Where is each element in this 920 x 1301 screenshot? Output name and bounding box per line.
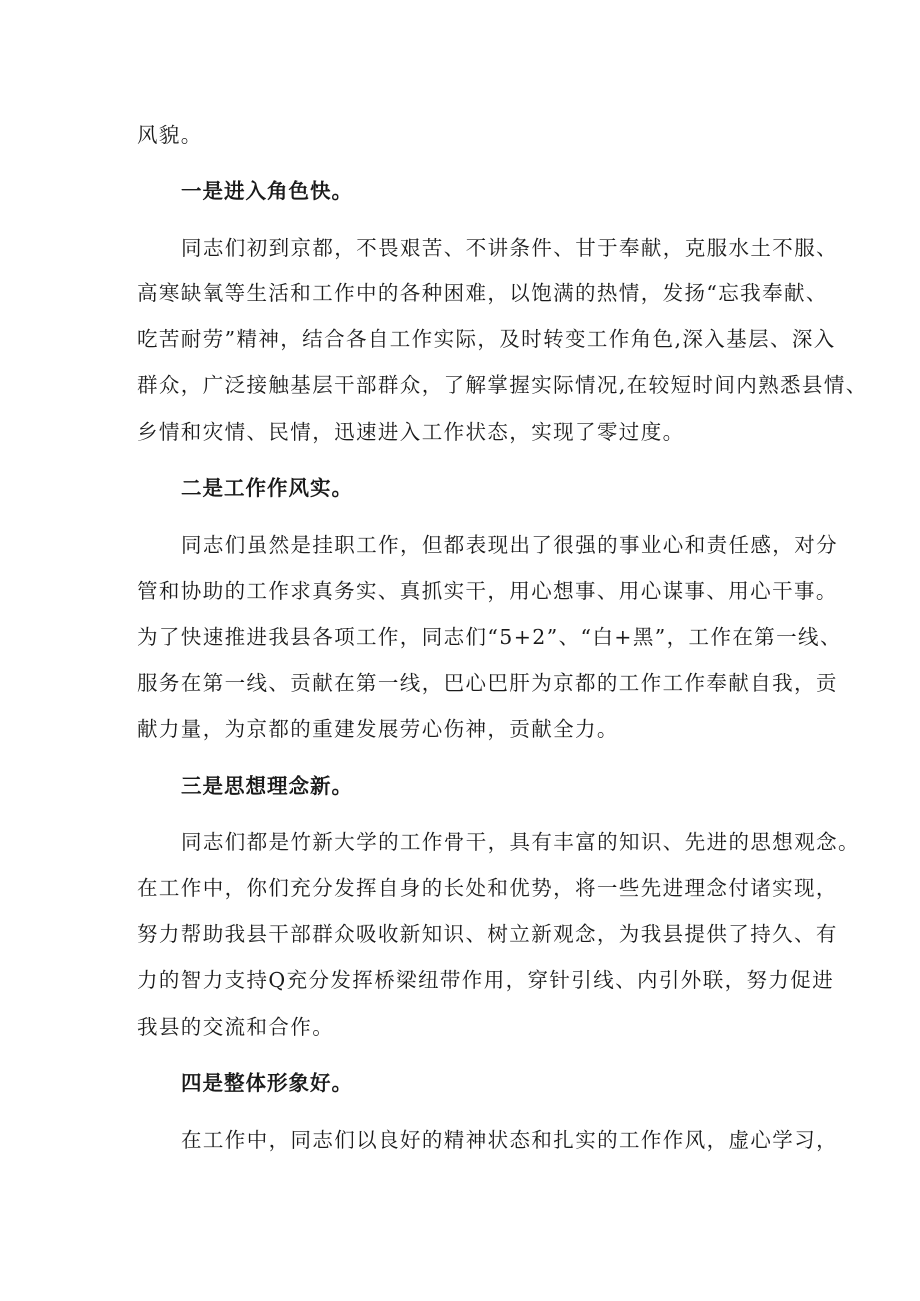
paragraph-line: 努力帮助我县干部群众吸收新知识、树立新观念，为我县提供了持久、有 (137, 922, 838, 946)
paragraph-line: 同志们都是竹新大学的工作骨干，具有丰富的知识、先进的思想观念。 (181, 830, 860, 854)
section-heading-2: 二是工作作风实。 (181, 476, 353, 500)
section-heading-3: 三是思想理念新。 (181, 774, 353, 798)
paragraph-line: 管和协助的工作求真务实、真抓实干，用心想事、用心谋事、用心干事。 (137, 579, 838, 603)
section-heading-1: 一是进入角色快。 (181, 179, 353, 203)
paragraph-line: 高寒缺氧等生活和工作中的各种困难，以饱满的热情，发扬“忘我奉献、 (137, 281, 828, 305)
paragraph-line: 同志们初到京都，不畏艰苦、不讲条件、甘于奉献，克服水土不服、 (181, 236, 838, 260)
paragraph-line: 我县的交流和合作。 (137, 1015, 335, 1039)
paragraph-line: 在工作中，同志们以良好的精神状态和扎实的工作作风，虚心学习， (181, 1128, 838, 1152)
paragraph-line: 献力量，为京都的重建发展劳心伤神，贡献全力。 (137, 717, 619, 741)
paragraph-line: 吃苦耐劳”精神，结合各自工作实际，及时转变工作角色,深入基层、深入 (137, 327, 836, 351)
paragraph-line: 群众，广泛接触基层干部群众，了解掌握实际情况,在较短时间内熟悉县情、 (137, 373, 868, 397)
paragraph-line: 在工作中，你们充分发挥自身的长处和优势，将一些先进理念付诸实现， (137, 876, 838, 900)
paragraph-line: 风貌。 (137, 123, 203, 147)
paragraph-line: 乡情和灾情、民情，迅速进入工作状态，实现了零过度。 (137, 420, 685, 444)
paragraph-line: 服务在第一线、贡献在第一线，巴心巴肝为京都的工作工作奉献自我，贡 (137, 671, 838, 695)
paragraph-line: 力的智力支持Q充分发挥桥梁纽带作用，穿针引线、内引外联，努力促进 (137, 968, 835, 992)
section-heading-4: 四是整体形象好。 (181, 1071, 353, 1095)
paragraph-line: 同志们虽然是挂职工作，但都表现出了很强的事业心和责任感，对分 (181, 533, 838, 557)
paragraph-line: 为了快速推进我县各项工作，同志们“5+2”、“白+黑”，工作在第一线、 (137, 625, 842, 649)
